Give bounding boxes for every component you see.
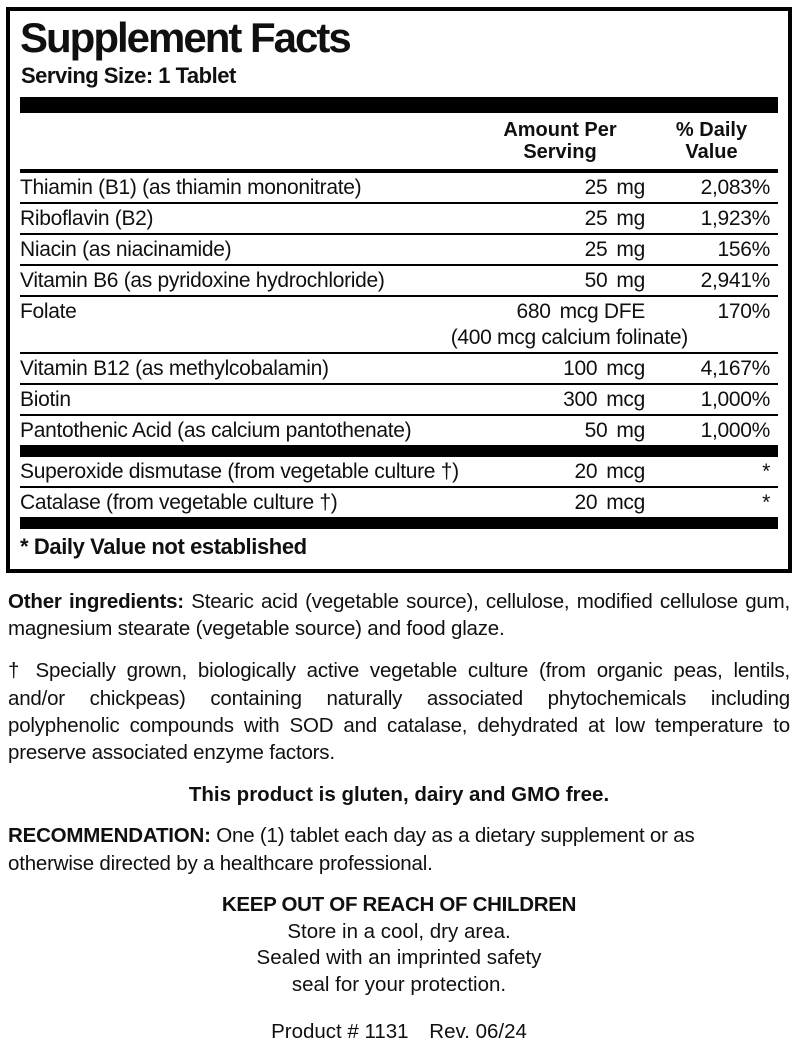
nutrient-amount: 25 mg [584, 206, 645, 230]
table-row [20, 233, 778, 264]
supplement-facts-panel [6, 7, 792, 573]
daily-value-footnote: * Daily Value not established [20, 533, 307, 559]
table-row [20, 352, 778, 383]
nutrient-amount: 20 mcg [574, 490, 645, 514]
nutrient-name: Vitamin B6 (as pyridoxine hydrochloride) [20, 268, 385, 292]
product-number: Product # 1131 [271, 1020, 409, 1044]
nutrient-daily-value: 4,167% [700, 356, 770, 380]
nutrient-amount: 100 mcg [563, 356, 645, 380]
separator-bar-middle [20, 445, 778, 457]
table-row [20, 173, 778, 202]
other-ingredients-paragraph [8, 588, 790, 643]
nutrient-daily-value: * [762, 490, 770, 514]
folate-main-line [20, 300, 778, 324]
nutrient-amount: 50 mg [584, 418, 645, 442]
other-ingredients-label: Other ingredients: [8, 589, 184, 613]
table-row [20, 414, 778, 445]
table-row-folate [20, 295, 778, 352]
storage-line: Store in a cool, dry area. [287, 919, 511, 943]
nutrient-daily-value: * [762, 459, 770, 483]
separator-bar-top [20, 97, 778, 113]
table-row [20, 486, 778, 517]
storage-line: seal for your protection. [291, 972, 507, 996]
table-row [20, 202, 778, 233]
separator-bar-bottom [20, 517, 778, 529]
nutrient-amount: 25 mg [584, 237, 645, 261]
nutrient-name: Folate [20, 299, 77, 323]
nutrient-name: Catalase (from vegetable culture †) [20, 490, 338, 514]
nutrient-name: Vitamin B12 (as methylcobalamin) [20, 356, 329, 380]
nutrient-daily-value: 170% [717, 299, 770, 323]
nutrient-daily-value: 2,083% [700, 175, 770, 199]
nutrient-daily-value: 1,000% [700, 387, 770, 411]
nutrient-name: Thiamin (B1) (as thiamin mononitrate) [20, 175, 362, 199]
vegetable-culture-note: † Specially grown, biologically active vegetable culture (from organic peas, lentils, and/or chickpeas) containing naturally associated phytochemicals including polyphenolic compounds with SOD and catalase, dehydrated at low temperature to preserve associated enzyme factors. [8, 659, 790, 765]
nutrient-name: Superoxide dismutase (from vegetable culture †) [20, 459, 459, 483]
nutrient-amount: 50 mg [584, 268, 645, 292]
nutrient-amount: 25 mg [584, 175, 645, 199]
nutrient-name: Niacin (as niacinamide) [20, 237, 232, 261]
nutrient-name: Riboflavin (B2) [20, 206, 154, 230]
serving-size: Serving Size: 1 Tablet [21, 63, 236, 89]
table-row [20, 457, 778, 486]
nutrient-daily-value: 156% [717, 237, 770, 261]
recommendation-label: RECOMMENDATION: [8, 824, 211, 848]
nutrient-daily-value: 2,941% [700, 268, 770, 292]
nutrient-daily-value: 1,923% [700, 206, 770, 230]
other-ingredients-text: Stearic acid (vegetable source), cellulose, modified cellulose gum, magnesium stearate (vegetable source) and food glaze. [8, 589, 790, 641]
column-header-daily-value: % Daily Value [675, 119, 748, 164]
nutrient-amount: 680 mcg DFE [516, 299, 645, 323]
nutrient-amount: 300 mcg [563, 387, 645, 411]
table-row [20, 264, 778, 295]
nutrient-amount: 20 mcg [574, 459, 645, 483]
storage-line: Sealed with an imprinted safety [256, 946, 542, 970]
column-header-amount: Amount Per Serving [503, 119, 617, 164]
nutrient-name: Pantothenic Acid (as calcium pantothenate) [20, 418, 412, 442]
table-row [20, 383, 778, 414]
keep-out-warning-block [6, 892, 792, 999]
folate-amount-note: (400 mcg calcium folinate) [450, 325, 688, 349]
nutrient-name: Biotin [20, 387, 71, 411]
nutrient-daily-value: 1,000% [700, 418, 770, 442]
product-footer [6, 1020, 792, 1044]
revision-date: Rev. 06/24 [429, 1020, 527, 1044]
table-column-headers [20, 113, 778, 173]
recommendation-text: One (1) tablet each day as a dietary supplement or as otherwise directed by a healthcare professional. [8, 824, 695, 875]
gluten-free-claim: This product is gluten, dairy and GMO free. [188, 783, 610, 807]
panel-title: Supplement Facts [20, 14, 350, 61]
keep-out-heading: KEEP OUT OF REACH OF CHILDREN [221, 892, 577, 916]
recommendation-paragraph [8, 822, 750, 877]
